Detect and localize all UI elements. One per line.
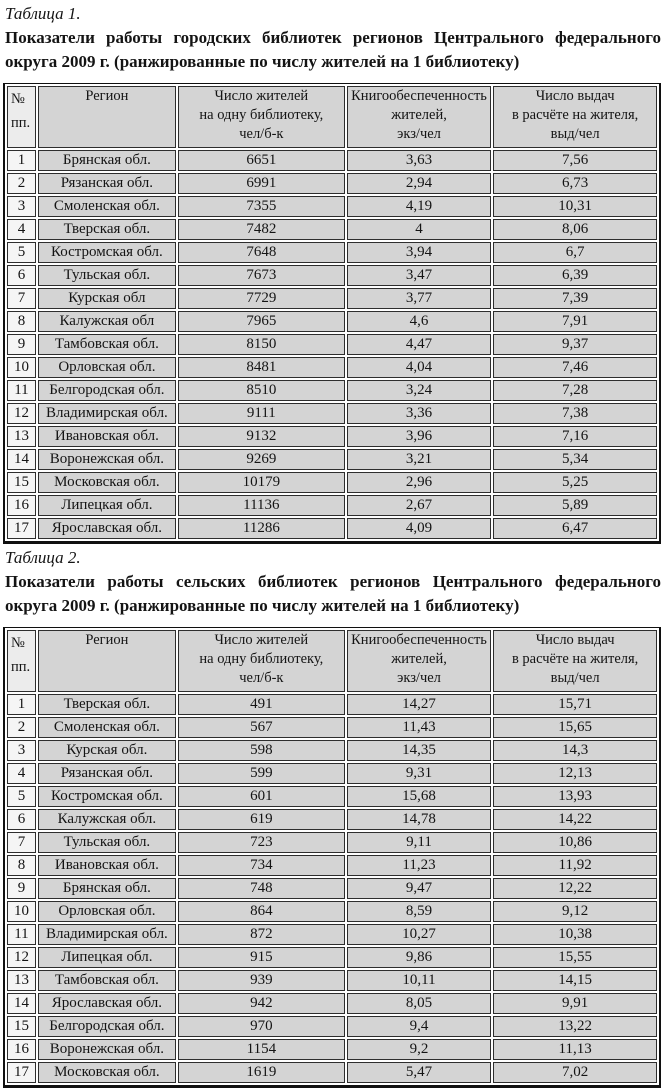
column-header-line: в расчёте на жителя, [511,651,639,667]
value-cell: 5,89 [493,495,657,516]
region-cell: Смоленская обл. [38,196,176,217]
column-header-line: выд/чел [550,126,600,142]
row-number-cell: 2 [7,173,36,194]
region-cell: Курская обл [38,288,176,309]
value-cell: 734 [178,855,345,876]
column-header [7,630,36,692]
column-header [38,630,176,692]
value-cell: 15,55 [493,947,657,968]
column-header-line: Число жителей [214,632,309,648]
table-row [7,242,657,263]
column-header-line: экз/чел [397,126,441,142]
header-row [7,86,657,148]
value-cell: 872 [178,924,345,945]
row-number-cell: 3 [7,196,36,217]
value-cell: 4,19 [347,196,491,217]
row-number-cell: 10 [7,901,36,922]
row-number-cell: 17 [7,1062,36,1083]
value-cell: 6,73 [493,173,657,194]
region-cell: Тверская обл. [38,219,176,240]
value-cell: 11,92 [493,855,657,876]
value-cell: 11,43 [347,717,491,738]
value-cell: 10,38 [493,924,657,945]
region-cell: Липецкая обл. [38,495,176,516]
region-cell: Тульская обл. [38,832,176,853]
value-cell: 7,91 [493,311,657,332]
table-row [7,426,657,447]
value-cell: 939 [178,970,345,991]
row-number-cell: 13 [7,970,36,991]
column-header-line: в расчёте на жителя, [511,107,639,123]
row-number-cell: 15 [7,472,36,493]
row-number-cell: 4 [7,763,36,784]
table-row [7,150,657,171]
row-number-cell: 12 [7,947,36,968]
value-cell: 3,94 [347,242,491,263]
value-cell: 11,23 [347,855,491,876]
value-cell: 12,13 [493,763,657,784]
table-row [7,878,657,899]
column-header-line: Число выдач [535,632,615,648]
table-row [7,334,657,355]
column-header [493,86,657,148]
value-cell: 915 [178,947,345,968]
table1-caption: Таблица 1. [5,4,81,23]
column-header-line: № [11,91,25,107]
column-header-line: на одну библиотеку, [199,651,324,667]
region-cell: Ярославская обл. [38,518,176,539]
value-cell: 942 [178,993,345,1014]
column-header [347,86,491,148]
row-number-cell: 6 [7,809,36,830]
table-row [7,518,657,539]
value-cell: 9132 [178,426,345,447]
value-cell: 3,63 [347,150,491,171]
value-cell: 14,78 [347,809,491,830]
value-cell: 8,06 [493,219,657,240]
value-cell: 5,47 [347,1062,491,1083]
value-cell: 11136 [178,495,345,516]
value-cell: 10,27 [347,924,491,945]
column-header [38,86,176,148]
value-cell: 14,3 [493,740,657,761]
value-cell: 15,68 [347,786,491,807]
table-row [7,924,657,945]
row-number-cell: 2 [7,717,36,738]
value-cell: 9,4 [347,1016,491,1037]
column-header-line: Регион [85,88,129,104]
row-number-cell: 8 [7,855,36,876]
value-cell: 8,05 [347,993,491,1014]
row-number-cell: 8 [7,311,36,332]
table-row [7,993,657,1014]
row-number-cell: 1 [7,694,36,715]
table-row [7,288,657,309]
region-cell: Брянская обл. [38,150,176,171]
table-row [7,311,657,332]
value-cell: 10,31 [493,196,657,217]
row-number-cell: 9 [7,334,36,355]
region-cell: Тамбовская обл. [38,334,176,355]
value-cell: 8,59 [347,901,491,922]
value-cell: 9,2 [347,1039,491,1060]
column-header-line: Число жителей [214,88,309,104]
region-cell: Тульская обл. [38,265,176,286]
value-cell: 9,31 [347,763,491,784]
region-cell: Белгородская обл. [38,380,176,401]
region-cell: Московская обл. [38,472,176,493]
table-row [7,970,657,991]
column-header-line: Число выдач [535,88,615,104]
value-cell: 9111 [178,403,345,424]
value-cell: 7,46 [493,357,657,378]
value-cell: 5,25 [493,472,657,493]
value-cell: 3,47 [347,265,491,286]
region-cell: Орловская обл. [38,357,176,378]
column-header-line: Книгообеспеченность [351,632,487,648]
value-cell: 3,24 [347,380,491,401]
region-cell: Московская обл. [38,1062,176,1083]
rural-libraries-table [3,627,661,1088]
value-cell: 2,96 [347,472,491,493]
row-number-cell: 5 [7,786,36,807]
value-cell: 12,22 [493,878,657,899]
region-cell: Брянская обл. [38,878,176,899]
value-cell: 3,96 [347,426,491,447]
row-number-cell: 7 [7,288,36,309]
value-cell: 3,21 [347,449,491,470]
row-number-cell: 4 [7,219,36,240]
column-header-line: № [11,635,25,651]
value-cell: 6651 [178,150,345,171]
region-cell: Костромская обл. [38,786,176,807]
column-header [178,86,345,148]
table-row [7,694,657,715]
value-cell: 723 [178,832,345,853]
column-header [493,630,657,692]
table-row [7,265,657,286]
table-row [7,495,657,516]
value-cell: 10179 [178,472,345,493]
table-row [7,947,657,968]
row-number-cell: 14 [7,449,36,470]
value-cell: 13,22 [493,1016,657,1037]
value-cell: 7673 [178,265,345,286]
value-cell: 6,39 [493,265,657,286]
row-number-cell: 11 [7,380,36,401]
value-cell: 4,09 [347,518,491,539]
value-cell: 491 [178,694,345,715]
row-number-cell: 16 [7,495,36,516]
value-cell: 8481 [178,357,345,378]
row-number-cell: 16 [7,1039,36,1060]
table-row [7,901,657,922]
value-cell: 7482 [178,219,345,240]
row-number-cell: 10 [7,357,36,378]
column-header [347,630,491,692]
region-cell: Рязанская обл. [38,173,176,194]
value-cell: 9269 [178,449,345,470]
value-cell: 9,91 [493,993,657,1014]
table-row [7,449,657,470]
row-number-cell: 15 [7,1016,36,1037]
table-row [7,403,657,424]
table-row [7,740,657,761]
region-cell: Рязанская обл. [38,763,176,784]
table-row [7,196,657,217]
value-cell: 864 [178,901,345,922]
column-header-line: пп. [11,115,31,131]
value-cell: 11286 [178,518,345,539]
value-cell: 5,34 [493,449,657,470]
value-cell: 10,86 [493,832,657,853]
region-cell: Ярославская обл. [38,993,176,1014]
value-cell: 599 [178,763,345,784]
value-cell: 567 [178,717,345,738]
row-number-cell: 13 [7,426,36,447]
value-cell: 10,11 [347,970,491,991]
value-cell: 2,94 [347,173,491,194]
value-cell: 1619 [178,1062,345,1083]
header-row [7,630,657,692]
value-cell: 598 [178,740,345,761]
region-cell: Орловская обл. [38,901,176,922]
region-cell: Калужская обл [38,311,176,332]
table-row [7,1039,657,1060]
table-row [7,786,657,807]
column-header-line: на одну библиотеку, [199,107,324,123]
region-cell: Смоленская обл. [38,717,176,738]
value-cell: 9,12 [493,901,657,922]
city-libraries-table [3,83,661,544]
table-row [7,832,657,853]
value-cell: 14,27 [347,694,491,715]
row-number-cell: 1 [7,150,36,171]
row-number-cell: 12 [7,403,36,424]
value-cell: 9,47 [347,878,491,899]
value-cell: 8510 [178,380,345,401]
column-header [7,86,36,148]
row-number-cell: 11 [7,924,36,945]
table-row [7,1016,657,1037]
value-cell: 601 [178,786,345,807]
value-cell: 7965 [178,311,345,332]
row-number-cell: 5 [7,242,36,263]
table-row [7,763,657,784]
value-cell: 9,11 [347,832,491,853]
value-cell: 7,02 [493,1062,657,1083]
value-cell: 13,93 [493,786,657,807]
region-cell: Тамбовская обл. [38,970,176,991]
value-cell: 4,04 [347,357,491,378]
region-cell: Владимирская обл. [38,403,176,424]
region-cell: Воронежская обл. [38,1039,176,1060]
value-cell: 7,39 [493,288,657,309]
column-header-line: экз/чел [397,670,441,686]
table-row [7,357,657,378]
value-cell: 7729 [178,288,345,309]
table2-section [3,547,661,1088]
region-cell: Костромская обл. [38,242,176,263]
region-cell: Тверская обл. [38,694,176,715]
value-cell: 7648 [178,242,345,263]
value-cell: 4,47 [347,334,491,355]
region-cell: Воронежская обл. [38,449,176,470]
value-cell: 1154 [178,1039,345,1060]
value-cell: 4,6 [347,311,491,332]
region-cell: Владимирская обл. [38,924,176,945]
value-cell: 970 [178,1016,345,1037]
region-cell: Курская обл. [38,740,176,761]
table1-section [3,3,661,544]
value-cell: 7355 [178,196,345,217]
value-cell: 7,56 [493,150,657,171]
region-cell: Ивановская обл. [38,855,176,876]
value-cell: 6,47 [493,518,657,539]
table1-title: Показатели работы городских библиотек регионов Центрального федерального округа 2009 г. (ранжированные по числу жителей на 1 библиотеку) [5,28,661,71]
row-number-cell: 9 [7,878,36,899]
row-number-cell: 14 [7,993,36,1014]
value-cell: 7,38 [493,403,657,424]
value-cell: 619 [178,809,345,830]
value-cell: 14,35 [347,740,491,761]
table-row [7,472,657,493]
row-number-cell: 3 [7,740,36,761]
column-header [178,630,345,692]
column-header-line: чел/б-к [239,670,284,686]
column-header-line: чел/б-к [239,126,284,142]
value-cell: 9,86 [347,947,491,968]
region-cell: Калужская обл. [38,809,176,830]
value-cell: 748 [178,878,345,899]
table-row [7,173,657,194]
value-cell: 3,77 [347,288,491,309]
value-cell: 9,37 [493,334,657,355]
value-cell: 15,65 [493,717,657,738]
column-header-line: жителей, [391,651,447,667]
row-number-cell: 6 [7,265,36,286]
table-row [7,809,657,830]
table-row [7,380,657,401]
value-cell: 15,71 [493,694,657,715]
value-cell: 2,67 [347,495,491,516]
value-cell: 3,36 [347,403,491,424]
column-header-line: жителей, [391,107,447,123]
table2-caption: Таблица 2. [5,548,81,567]
value-cell: 14,15 [493,970,657,991]
value-cell: 6,7 [493,242,657,263]
value-cell: 7,28 [493,380,657,401]
region-cell: Ивановская обл. [38,426,176,447]
region-cell: Липецкая обл. [38,947,176,968]
column-header-line: Регион [85,632,129,648]
value-cell: 7,16 [493,426,657,447]
value-cell: 6991 [178,173,345,194]
column-header-line: выд/чел [550,670,600,686]
table-row [7,855,657,876]
value-cell: 14,22 [493,809,657,830]
table-row [7,219,657,240]
row-number-cell: 17 [7,518,36,539]
column-header-line: Книгообеспеченность [351,88,487,104]
table-row [7,1062,657,1083]
table-row [7,717,657,738]
value-cell: 8150 [178,334,345,355]
table2-title: Показатели работы сельских библиотек регионов Центрального федерального округа 2009 г. (ранжированные по числу жителей на 1 библиотеку) [5,572,661,615]
row-number-cell: 7 [7,832,36,853]
value-cell: 4 [347,219,491,240]
value-cell: 11,13 [493,1039,657,1060]
region-cell: Белгородская обл. [38,1016,176,1037]
column-header-line: пп. [11,659,31,675]
